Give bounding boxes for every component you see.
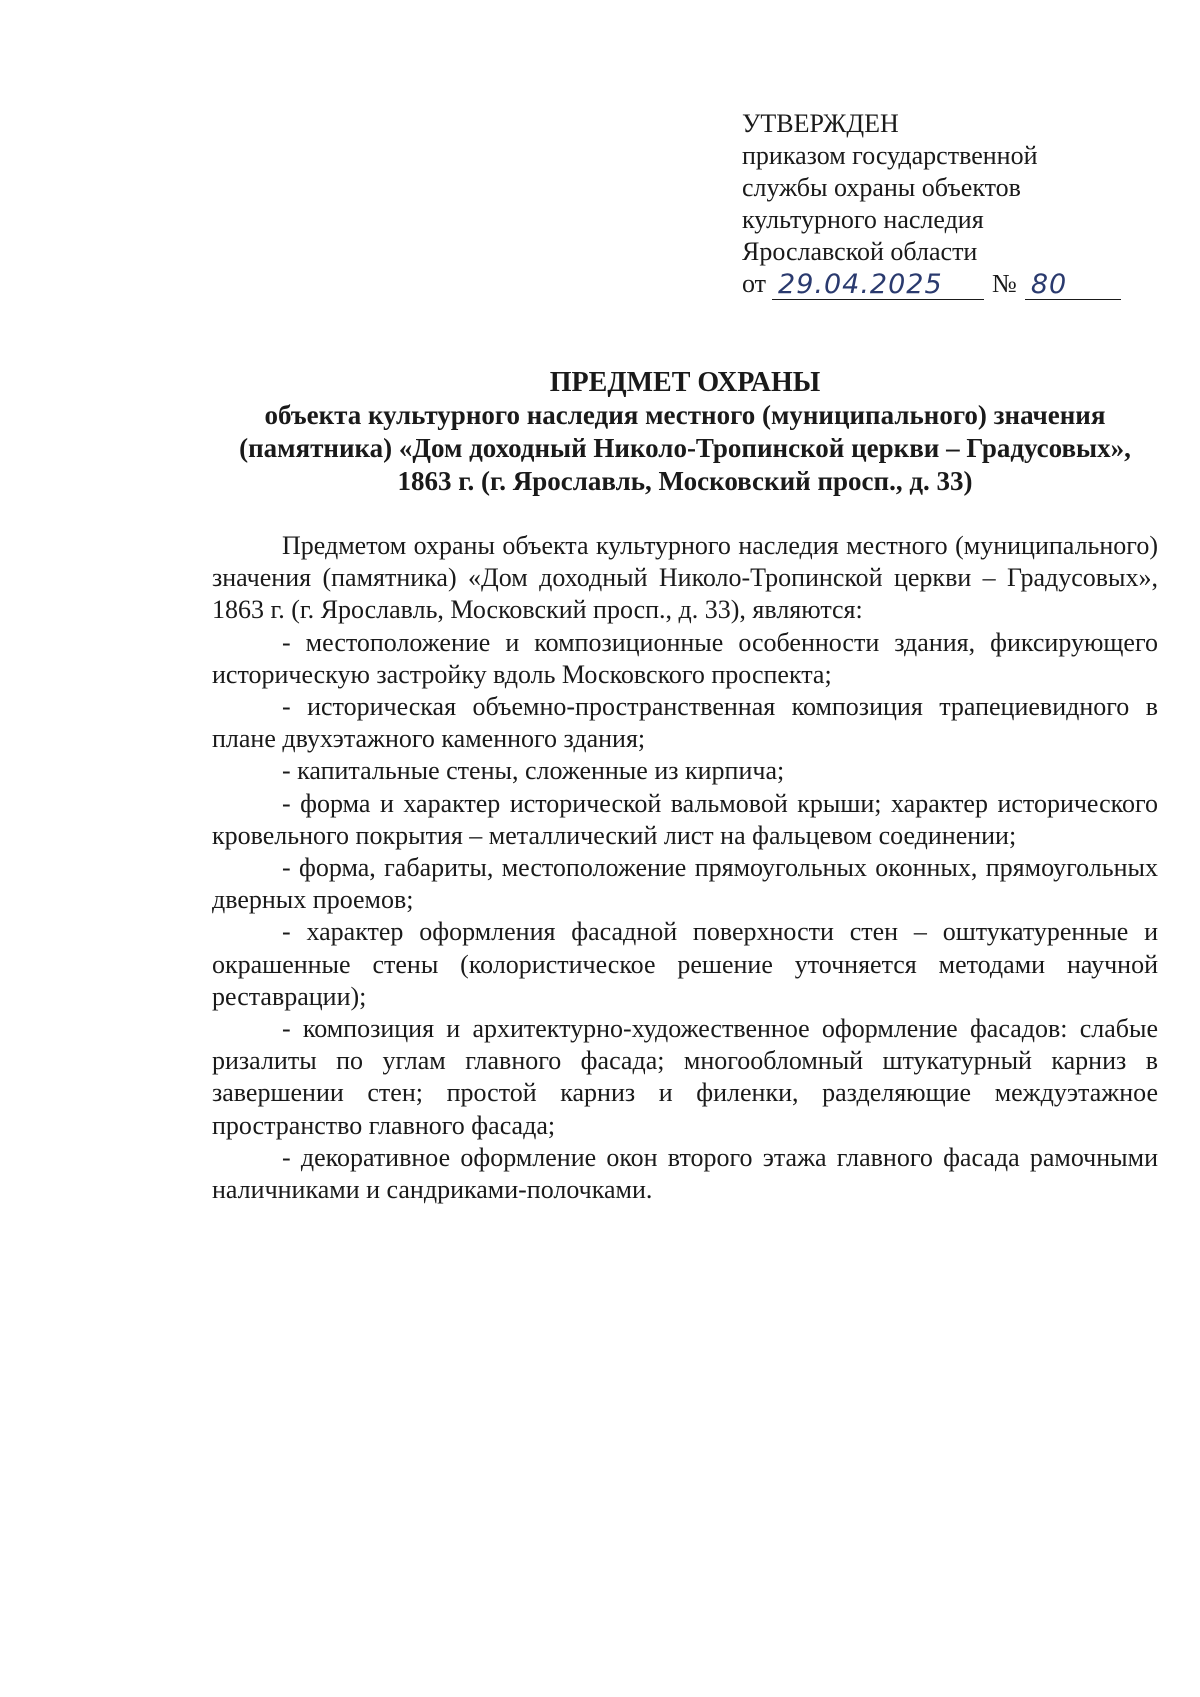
body-intro-paragraph: Предметом охраны объекта культурного наследия местного (муниципального) значения (памятника) «Дом доходный Николо-Тропинской церкви – Градусовых», 1863 г. (г. Ярославль, Московский просп., д. 33), являются: (212, 531, 1158, 625)
approval-stamp-block (742, 108, 1142, 300)
approval-title: УТВЕРЖДЕН (742, 109, 899, 138)
date-fill-line (772, 269, 984, 300)
number-label: № (992, 269, 1017, 298)
list-item: - историческая объемно-пространственная композиция трапециевидного в плане двухэтажного каменного здания; (212, 692, 1158, 754)
list-item: - характер оформления фасадной поверхности стен – оштукатуренные и окрашенные стены (колористическое решение уточняется методами научной реставрации); (212, 917, 1158, 1011)
list-item: - композиция и архитектурно-художественное оформление фасадов: слабые ризалиты по углам главного фасада; многообломный штукатурный карниз в завершении стен; простой карниз и филенки, разделяющие междуэтажное пространство главного фасада; (212, 1014, 1158, 1140)
heading-subtitle-1: объекта культурного наследия местного (муниципального) значения (264, 400, 1106, 430)
approval-line-4: Ярославской области (742, 237, 978, 266)
list-item: - местоположение и композиционные особенности здания, фиксирующего историческую застройку вдоль Московского проспекта; (212, 627, 1158, 689)
list-item: - форма, габариты, местоположение прямоугольных оконных, прямоугольных дверных проемов; (212, 853, 1158, 915)
heading-title: ПРЕДМЕТ ОХРАНЫ (549, 367, 821, 398)
list-item: - капитальные стены, сложенные из кирпича; (282, 756, 785, 786)
handwritten-number: 80 (1030, 269, 1068, 300)
approval-line-3: культурного наследия (742, 205, 984, 234)
heading-subtitle-3: 1863 г. (г. Ярославль, Московский просп., д. 33) (397, 466, 973, 496)
approval-date-number-line (742, 268, 1142, 300)
from-label: от (742, 269, 767, 298)
number-fill-line (1025, 269, 1121, 300)
list-item: - декоративное оформление окон второго этажа главного фасада рамочными наличниками и сандриками-полочками. (212, 1142, 1158, 1205)
document-body (212, 530, 1158, 1206)
approval-line-1: приказом государственной (742, 141, 1038, 170)
approval-line-2: службы охраны объектов (742, 173, 1021, 202)
list-item: - форма и характер исторической вальмовой крыши; характер исторического кровельного покрытия – металлический лист на фальцевом соединении; (212, 788, 1158, 850)
handwritten-date: 29.04.2025 (778, 269, 943, 300)
document-heading (205, 366, 1165, 498)
heading-subtitle-2: (памятника) «Дом доходный Николо-Тропинской церкви – Градусовых», (239, 433, 1131, 463)
